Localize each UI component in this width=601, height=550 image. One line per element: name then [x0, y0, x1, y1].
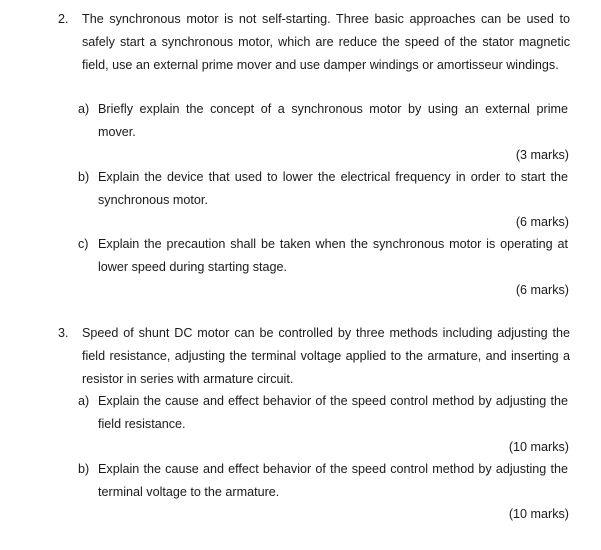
question-3-part-a — [78, 390, 568, 436]
part-label: c) — [78, 237, 89, 251]
part-label: b) — [78, 462, 90, 476]
marks-label: (6 marks) — [515, 215, 569, 229]
part-label: a) — [78, 394, 90, 408]
question-3 — [58, 322, 570, 391]
part-text: Explain the cause and effect behavior of the speed control method by adjusting the terminal voltage to the armature. — [98, 462, 568, 499]
question-text: Speed of shunt DC motor can be controlled by three methods including adjusting the field resistance, adjusting the terminal voltage applied to the armature, and inserting a resistor in series with armature circuit. — [82, 326, 570, 386]
question-number: 2. — [58, 12, 69, 26]
question-2 — [58, 8, 570, 77]
question-number: 3. — [58, 326, 69, 340]
part-label: b) — [78, 170, 90, 184]
question-2-part-a — [78, 98, 568, 144]
marks-label: (6 marks) — [515, 283, 569, 297]
part-text: Briefly explain the concept of a synchronous motor by using an external prime mover. — [98, 102, 568, 139]
question-text: The synchronous motor is not self-starting. Three basic approaches can be used to safely start a synchronous motor, which are reduce the speed of the stator magnetic field, use an external prime mover and use damper windings or amortisseur windings. — [82, 12, 570, 72]
question-3-part-b — [78, 458, 568, 504]
part-text: Explain the device that used to lower the electrical frequency in order to start the synchronous motor. — [98, 170, 568, 207]
part-text: Explain the precaution shall be taken when the synchronous motor is operating at lower speed during starting stage. — [98, 237, 568, 274]
question-2-part-b — [78, 166, 568, 212]
marks-label: (10 marks) — [508, 440, 569, 454]
marks-label: (3 marks) — [515, 148, 569, 162]
marks-label: (10 marks) — [508, 507, 569, 521]
question-2-part-c — [78, 233, 568, 279]
part-text: Explain the cause and effect behavior of the speed control method by adjusting the field resistance. — [98, 394, 568, 431]
part-label: a) — [78, 102, 90, 116]
